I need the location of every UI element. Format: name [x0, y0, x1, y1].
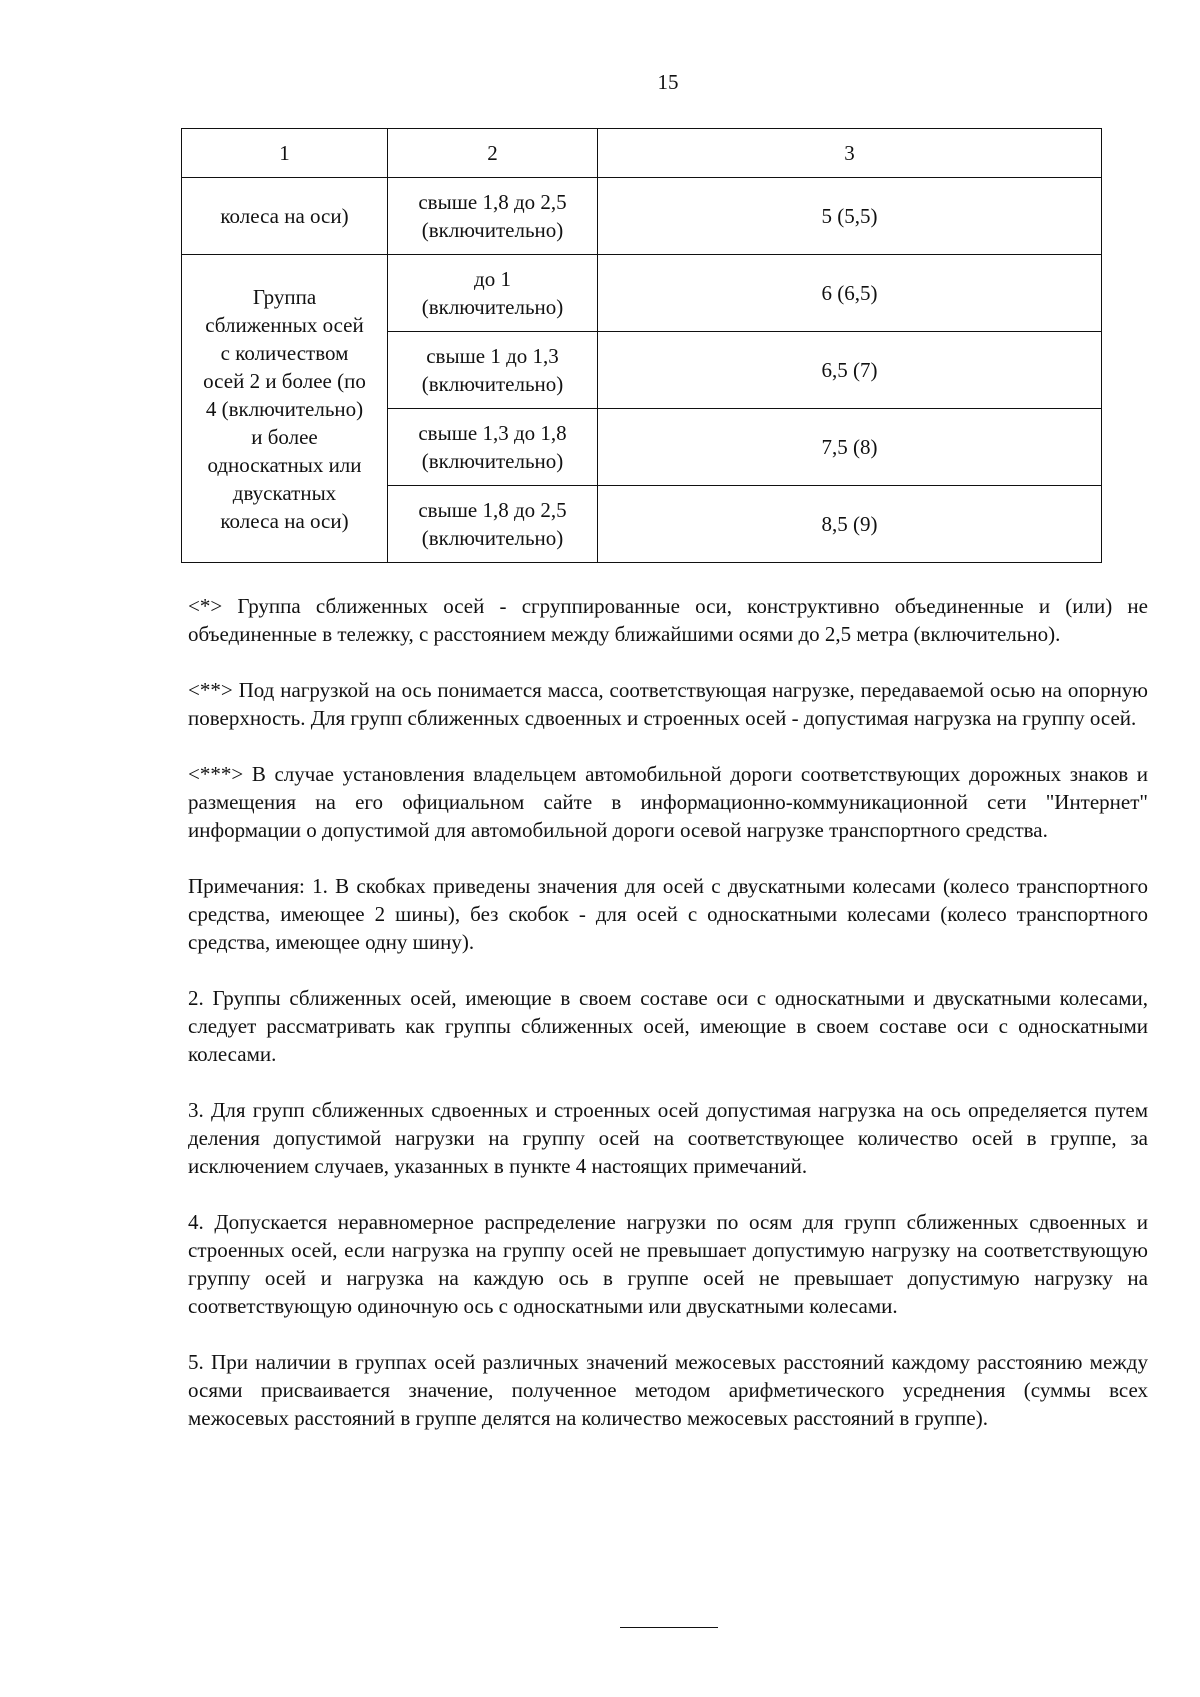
group-label-line: осей 2 и более (по — [203, 368, 366, 393]
header-cell-col2: 2 — [388, 129, 598, 178]
cell-distance — [388, 409, 598, 486]
header-cell-col3: 3 — [598, 129, 1102, 178]
cell-distance — [388, 486, 598, 563]
cell-load: 8,5 (9) — [598, 486, 1102, 563]
cell-distance — [388, 332, 598, 409]
cell-distance-line: (включительно) — [421, 449, 564, 473]
cell-axle-group-label — [182, 255, 388, 563]
cell-distance-line: (включительно) — [421, 218, 564, 242]
note-2: 2. Группы сближенных осей, имеющие в своем составе оси с односкатными и двускатными колесами, следует рассматривать как группы сближенных осей, имеющие в своем составе оси с односкатными колесами. — [188, 986, 1148, 1066]
cell-distance — [388, 255, 598, 332]
footnote-axle-load-definition: <**> Под нагрузкой на ось понимается масса, соответствующая нагрузке, передаваемой осью на опорную поверхность. Для групп сближенных сдвоенных и строенных осей - допустимая нагрузка на группу осей. — [188, 678, 1148, 730]
header-cell-col1: 1 — [182, 129, 388, 178]
cell-distance-line: свыше 1,3 до 1,8 — [418, 421, 567, 445]
cell-distance-line: (включительно) — [421, 526, 564, 550]
group-label-line: и более — [251, 424, 318, 449]
cell-load: 7,5 (8) — [598, 409, 1102, 486]
cell-distance-line: (включительно) — [421, 295, 564, 319]
note-3: 3. Для групп сближенных сдвоенных и строенных осей допустимая нагрузка на ось определяется путем деления допустимой нагрузки на группу осей на соответствующее количество осей в группе, за исключением случаев, указанных в пункте 4 настоящих примечаний. — [188, 1098, 1148, 1178]
group-label-line: Группа — [252, 284, 317, 309]
cell-load-continued: 5 (5,5) — [598, 178, 1102, 255]
cell-load: 6,5 (7) — [598, 332, 1102, 409]
group-label-line: 4 (включительно) — [205, 396, 364, 421]
group-label-line: односкатных или — [207, 452, 362, 477]
end-of-section-rule — [620, 1627, 718, 1628]
table-row — [182, 255, 1102, 332]
note-4: 4. Допускается неравномерное распределение нагрузки по осям для групп сближенных сдвоенных и строенных осей, если нагрузка на группу осей не превышает допустимую нагрузку на соответствующую группу осей и нагрузка на каждую ось в группе осей не превышает допустимую нагрузку на соответствующую одиночную ось с односкатными или двускатными колесами. — [188, 1210, 1148, 1318]
cell-distance-continued — [388, 178, 598, 255]
cell-distance-line: свыше 1,8 до 2,5 — [418, 190, 567, 214]
table-header-row — [182, 129, 1102, 178]
cell-distance-line: свыше 1,8 до 2,5 — [418, 498, 567, 522]
cell-axle-type-continued: колеса на оси) — [182, 178, 388, 255]
group-label-line: двускатных — [232, 480, 337, 505]
cell-load: 6 (6,5) — [598, 255, 1102, 332]
table-row-continued — [182, 178, 1102, 255]
cell-distance-line: до 1 — [474, 267, 511, 291]
footnote-group-definition: <*> Группа сближенных осей - сгруппированные оси, конструктивно объединенные и (или) не объединенные в тележку, с расстоянием между ближайшими осями до 2,5 метра (включительно). — [188, 594, 1148, 646]
footnotes-section — [188, 592, 1148, 1460]
note-5: 5. При наличии в группах осей различных значений межосевых расстояний каждому расстоянию между осями присваивается значение, полученное методом арифметического усреднения (суммы всех межосевых расстояний в группе делятся на количество межосевых расстояний в группе). — [188, 1350, 1148, 1430]
axle-load-table — [181, 128, 1102, 563]
cell-distance-line: свыше 1 до 1,3 — [426, 344, 559, 368]
note-1: Примечания: 1. В скобках приведены значения для осей с двускатными колесами (колесо транспортного средства, имеющее 2 шины), без скобок - для осей с односкатными колесами (колесо транспортного средства, имеющее одну шину). — [188, 874, 1148, 954]
group-label-line: колеса на оси) — [220, 508, 349, 533]
page-number: 15 — [657, 70, 679, 94]
group-label-line: сближенных осей — [205, 312, 364, 337]
cell-distance-line: (включительно) — [421, 372, 564, 396]
group-label-line: с количеством — [220, 340, 349, 365]
footnote-road-signs: <***> В случае установления владельцем автомобильной дороги соответствующих дорожных знаков и размещения на его официальном сайте в информационно-коммуникационной сети "Интернет" информации о допустимой для автомобильной дороги осевой нагрузке транспортного средства. — [188, 762, 1148, 842]
